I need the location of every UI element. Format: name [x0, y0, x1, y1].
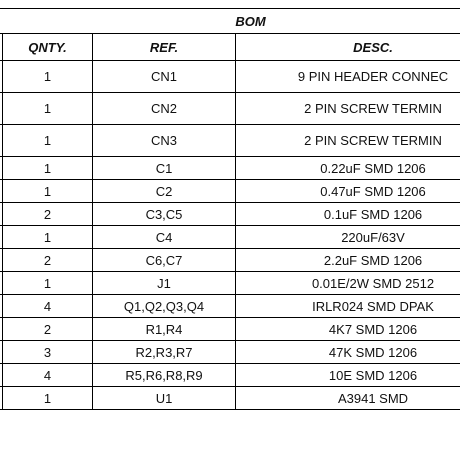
- table-row: [0, 364, 460, 387]
- qty-cell: 1: [3, 387, 93, 410]
- desc-cell: 0.47uF SMD 1206: [236, 180, 460, 203]
- qty-cell: 1: [3, 93, 93, 125]
- desc-cell: 0.1uF SMD 1206: [236, 203, 460, 226]
- table-row: [0, 341, 460, 364]
- ref-cell: CN2: [93, 93, 236, 125]
- desc-cell: 47K SMD 1206: [236, 341, 460, 364]
- table-row: [0, 226, 460, 249]
- qty-cell: 2: [3, 318, 93, 341]
- ref-cell: R5,R6,R8,R9: [93, 364, 236, 387]
- ref-cell: CN3: [93, 125, 236, 157]
- ref-cell: R2,R3,R7: [93, 341, 236, 364]
- qty-cell: 1: [3, 61, 93, 93]
- qty-cell: 2: [3, 249, 93, 272]
- ref-cell: C3,C5: [93, 203, 236, 226]
- ref-cell: Q1,Q2,Q3,Q4: [93, 295, 236, 318]
- qty-cell: 4: [3, 364, 93, 387]
- qty-cell: 1: [3, 180, 93, 203]
- header-desc: DESC.: [236, 34, 460, 61]
- qty-cell: 1: [3, 125, 93, 157]
- table-row: [0, 387, 460, 410]
- ref-cell: U1: [93, 387, 236, 410]
- qty-cell: 4: [3, 295, 93, 318]
- table-row: [0, 272, 460, 295]
- table-row: [0, 93, 460, 125]
- ref-cell: C4: [93, 226, 236, 249]
- qty-cell: 1: [3, 157, 93, 180]
- bom-table: [0, 8, 460, 410]
- ref-cell: C6,C7: [93, 249, 236, 272]
- header-qty: QNTY.: [3, 34, 93, 61]
- desc-cell: 10E SMD 1206: [236, 364, 460, 387]
- table-row: [0, 318, 460, 341]
- qty-cell: 1: [3, 272, 93, 295]
- desc-cell: 2 PIN SCREW TERMIN: [236, 125, 460, 157]
- qty-cell: 1: [3, 226, 93, 249]
- qty-cell: 3: [3, 341, 93, 364]
- table-row: [0, 180, 460, 203]
- ref-cell: C1: [93, 157, 236, 180]
- header-ref: REF.: [93, 34, 236, 61]
- ref-cell: R1,R4: [93, 318, 236, 341]
- table-row: [0, 61, 460, 93]
- table-row: [0, 125, 460, 157]
- ref-cell: CN1: [93, 61, 236, 93]
- desc-cell: 2 PIN SCREW TERMIN: [236, 93, 460, 125]
- table-row: [0, 157, 460, 180]
- desc-cell: 0.01E/2W SMD 2512: [236, 272, 460, 295]
- desc-cell: IRLR024 SMD DPAK: [236, 295, 460, 318]
- desc-cell: 0.22uF SMD 1206: [236, 157, 460, 180]
- bom-table-container: [0, 8, 460, 460]
- bom-title-row: [0, 9, 460, 34]
- desc-cell: 2.2uF SMD 1206: [236, 249, 460, 272]
- table-row: [0, 249, 460, 272]
- table-row: [0, 295, 460, 318]
- desc-cell: 9 PIN HEADER CONNEC: [236, 61, 460, 93]
- bom-title: BOM: [0, 9, 460, 34]
- bom-header-row: [0, 34, 460, 61]
- ref-cell: C2: [93, 180, 236, 203]
- desc-cell: 220uF/63V: [236, 226, 460, 249]
- table-row: [0, 203, 460, 226]
- qty-cell: 2: [3, 203, 93, 226]
- desc-cell: 4K7 SMD 1206: [236, 318, 460, 341]
- ref-cell: J1: [93, 272, 236, 295]
- desc-cell: A3941 SMD: [236, 387, 460, 410]
